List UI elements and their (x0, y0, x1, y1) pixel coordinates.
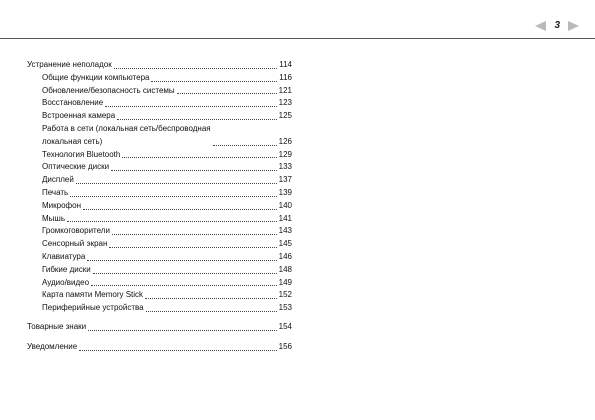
toc-entry-title: Гибкие диски (42, 264, 91, 274)
toc-entry-title: Микрофон (42, 200, 81, 210)
next-page-arrow-icon[interactable] (568, 21, 579, 31)
toc-entry-page: 126 (278, 136, 292, 146)
toc-entry-title: Аудио/видео (42, 277, 90, 287)
toc-entry-page: 133 (278, 162, 292, 172)
toc-entry-page: 140 (278, 200, 292, 210)
page-number: 3 (554, 20, 560, 31)
toc-entry-recovery[interactable] (27, 97, 292, 110)
toc-entry-page: 139 (278, 187, 292, 197)
toc-entry-title: Печать (42, 187, 69, 197)
toc-entry-speakers[interactable] (27, 225, 292, 238)
toc-entry-audio-video[interactable] (27, 277, 292, 290)
toc-entry-title: Товарные знаки (27, 322, 87, 332)
toc-entry-system-update-security[interactable] (27, 85, 292, 98)
toc-entry-title-line1: Работа в сети (локальная сеть/беспроводная (42, 123, 211, 133)
toc-entry-touch-screen[interactable] (27, 238, 292, 251)
toc-entry-title: Периферийные устройства (42, 303, 144, 313)
toc-entry-page: 116 (279, 72, 292, 82)
toc-entry-title: Сенсорный экран (42, 239, 108, 249)
dot-leader (213, 145, 277, 146)
toc-entry-title: локальная сеть) (42, 136, 103, 146)
dot-leader (105, 106, 276, 107)
dot-leader (83, 209, 277, 210)
dot-leader (93, 273, 277, 274)
toc-entry-bluetooth[interactable] (27, 149, 292, 162)
dot-leader (112, 234, 277, 235)
toc-entry-page: 143 (278, 226, 292, 236)
dot-leader (122, 157, 276, 158)
toc-entry-notice[interactable] (27, 341, 292, 354)
toc-entry-title: Мышь (42, 213, 65, 223)
dot-leader (79, 350, 277, 351)
header-divider (0, 38, 595, 39)
toc-entry-title: Обновление/безопасность системы (42, 85, 175, 95)
dot-leader (111, 170, 277, 171)
toc-entry-general-functions[interactable] (27, 72, 292, 85)
dot-leader (145, 298, 277, 299)
toc-entry-page: 125 (278, 111, 292, 121)
toc-entry-page: 141 (278, 213, 292, 223)
toc-entry-page: 114 (279, 60, 292, 69)
toc-entry-display[interactable] (27, 174, 292, 187)
toc-entry-memory-stick[interactable] (27, 289, 292, 302)
dot-leader (117, 119, 276, 120)
dot-leader (91, 285, 277, 286)
toc-entry-peripherals[interactable] (27, 302, 292, 315)
toc-entry-trademarks[interactable] (27, 321, 292, 334)
dot-leader (177, 93, 277, 94)
toc-entry-mouse[interactable] (27, 213, 292, 226)
toc-entry-page: 145 (278, 239, 292, 249)
dot-leader (88, 330, 277, 331)
toc-entry-floppy-disks[interactable] (27, 264, 292, 277)
page-header (0, 0, 595, 40)
toc-entry-page: 129 (278, 149, 292, 159)
toc-entry-page: 153 (278, 303, 292, 313)
toc-entry-title: Оптические диски (42, 162, 110, 172)
toc-entry-page: 146 (278, 251, 292, 261)
dot-leader (146, 311, 277, 312)
toc-entry-page: 156 (278, 341, 292, 351)
toc-entry-troubleshooting[interactable] (27, 59, 292, 72)
dot-leader (114, 68, 277, 69)
toc-entry-keyboard[interactable] (27, 251, 292, 264)
toc-entry-title: Карта памяти Memory Stick (42, 290, 144, 300)
toc-entry-title: Технология Bluetooth (42, 149, 121, 159)
toc-entry-title-block (42, 123, 211, 149)
toc-entry-printing[interactable] (27, 187, 292, 200)
table-of-contents (27, 59, 292, 354)
toc-entry-microphone[interactable] (27, 200, 292, 213)
toc-entry-title: Встроенная камера (42, 111, 116, 121)
dot-leader (87, 260, 276, 261)
toc-entry-optical-discs[interactable] (27, 161, 292, 174)
toc-entry-built-in-camera[interactable] (27, 110, 292, 123)
toc-entry-page: 154 (278, 322, 292, 332)
dot-leader (67, 221, 277, 222)
dot-leader (70, 196, 276, 197)
toc-entry-title: Общие функции компьютера (42, 72, 150, 82)
previous-page-arrow-icon[interactable] (535, 21, 546, 31)
toc-entry-page: 149 (278, 277, 292, 287)
dot-leader (151, 81, 277, 82)
toc-entry-title: Восстановление (42, 98, 104, 108)
toc-entry-page: 121 (278, 85, 292, 95)
toc-entry-title: Клавиатура (42, 251, 86, 261)
page-navigation (535, 20, 579, 32)
toc-entry-title: Дисплей (42, 175, 74, 185)
dot-leader (109, 247, 276, 248)
toc-entry-title: Громкоговорители (42, 226, 110, 236)
toc-entry-page: 148 (278, 264, 292, 274)
toc-entry-title: Устранение неполадок (27, 60, 112, 69)
dot-leader (76, 183, 277, 184)
toc-entry-title: Уведомление (27, 341, 78, 351)
toc-entry-networking[interactable] (27, 123, 292, 149)
toc-entry-page: 137 (278, 175, 292, 185)
toc-entry-page: 152 (278, 290, 292, 300)
toc-entry-page: 123 (278, 98, 292, 108)
